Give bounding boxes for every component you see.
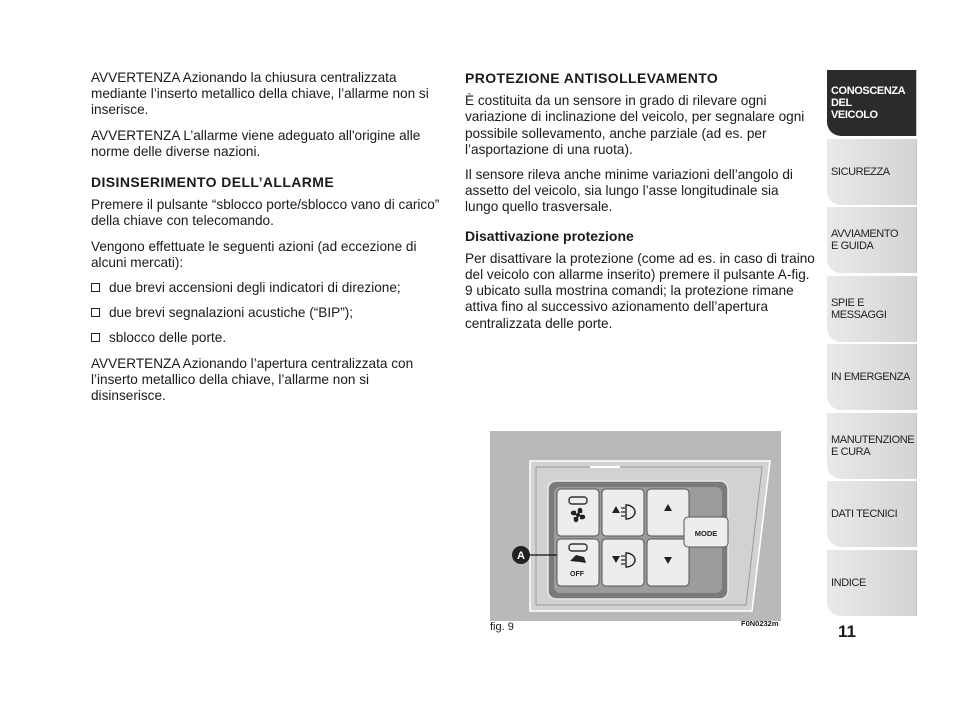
checkbox-bullet-icon (91, 333, 100, 342)
paragraph-sensor: È costituita da un sensore in grado di rilevare ogni variazione di inclinazione del veicolo, per segnalare ogni possibile sollevamento, anche parziale (ad es. per l’asportazione di una ruota). (465, 93, 805, 157)
figure-control-panel (490, 431, 781, 621)
fan-button[interactable] (557, 489, 599, 536)
tab-in-emergenza[interactable]: IN EMERGENZA (827, 344, 917, 410)
tab-indice[interactable]: INDICE (827, 550, 917, 616)
page-number: 11 (838, 622, 856, 641)
tab-spie-e-messaggi[interactable]: SPIE E MESSAGGI (827, 276, 917, 342)
chapter-sidebar (827, 70, 917, 618)
mode-label: MODE (694, 529, 718, 538)
right-column (465, 70, 815, 341)
paragraph-sensor-detail: Il sensore rileva anche minime variazioni dell’angolo di assetto del veicolo, sia lungo l’asse longitudinale sia lungo quello trasversale. (465, 167, 793, 215)
figure-caption: fig. 9 (490, 621, 514, 633)
list-item: sblocco delle porte. (91, 330, 441, 346)
section-heading-disarm: DISINSERIMENTO DELL’ALLARME (91, 174, 335, 191)
control-panel-illustration (490, 431, 781, 621)
headlight-down-button[interactable] (602, 539, 644, 586)
subheading-deactivation: Disattivazione protezione (465, 227, 634, 244)
off-label: OFF (570, 571, 584, 578)
list-item: due brevi accensioni degli indicatori di direzione; (91, 280, 441, 296)
mode-button[interactable] (684, 517, 728, 547)
tab-dati-tecnici[interactable]: DATI TECNICI (827, 481, 917, 547)
tab-sicurezza[interactable]: SICUREZZA (827, 139, 917, 205)
paragraph-deactivation: Per disattivare la protezione (come ad es. in caso di traino del veicolo con allarme inserito) premere il pulsante A-fig. 9 ubicato sulla mostrina comandi; la protezione rimane attiva fino al successivo azionamento dell’apertura centralizzata delle porte. (465, 250, 815, 331)
section-heading-anti-lift: PROTEZIONE ANTISOLLEVAMENTO (465, 70, 719, 86)
paragraph-actions: Vengono effettuate le seguenti azioni (ad eccezione di alcuni mercati): (91, 238, 417, 270)
tab-avviamento-e-guida[interactable]: AVVIAMENTO E GUIDA (827, 207, 917, 273)
warning-alarm-standards: AVVERTENZA L’allarme viene adeguato all'origine alle norme delle diverse nazioni. (91, 127, 421, 159)
tab-manutenzione-e-cura[interactable]: MANUTENZIONE E CURA (827, 413, 917, 479)
left-column (91, 70, 441, 413)
list-item: due brevi segnalazioni acustiche (“BIP”); (91, 305, 441, 321)
headlight-up-button[interactable] (602, 489, 644, 536)
warning-central-unlocking: AVVERTENZA Azionando l’apertura centralizzata con l’inserto metallico della chiave, l’allarme non si disinserisce. (91, 355, 414, 404)
checkbox-bullet-icon (91, 283, 100, 292)
anti-lift-off-button[interactable] (557, 539, 599, 586)
callout-a-label: A (517, 550, 525, 562)
down-arrow-button[interactable] (647, 539, 689, 586)
figure-code: F0N0232m (741, 619, 779, 628)
tab-conoscenza-del-veicolo[interactable]: CONOSCENZA DEL VEICOLO (827, 70, 917, 136)
checkbox-bullet-icon (91, 308, 100, 317)
up-arrow-button[interactable] (647, 489, 689, 536)
paragraph-press-button: Premere il pulsante “sblocco porte/sblocco vano di carico” della chiave con telecomando. (91, 197, 440, 229)
warning-central-locking: AVVERTENZA Azionando la chiusura centralizzata mediante l’inserto metallico della chiave, l’allarme non si inserisce. (91, 70, 429, 118)
